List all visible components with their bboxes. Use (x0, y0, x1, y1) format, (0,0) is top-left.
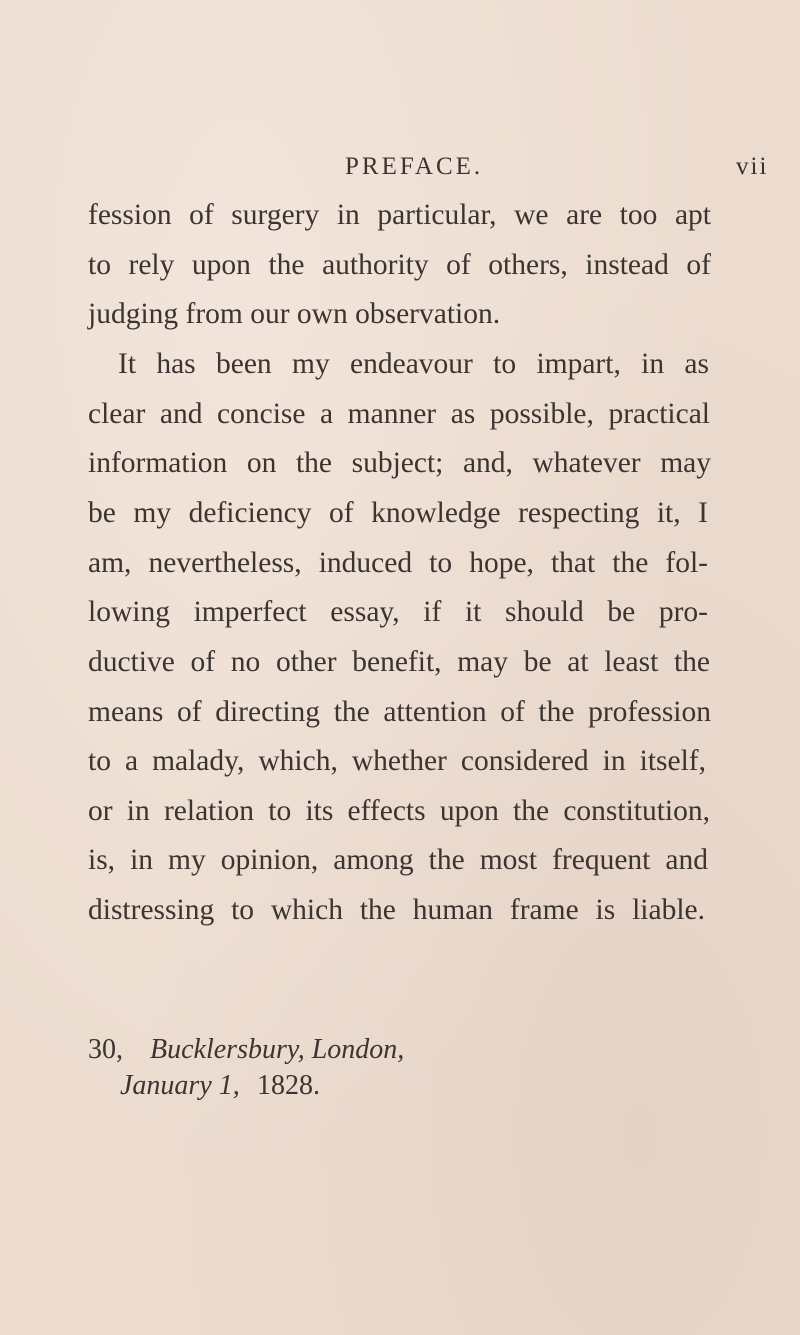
address-number: 30, (88, 1034, 123, 1065)
text-line (0, 890, 800, 930)
text-line-content: to rely upon the authority of others, instead of (88, 249, 711, 281)
text-line (0, 642, 800, 682)
text-line (0, 543, 800, 583)
text-line (0, 394, 800, 434)
text-line (0, 592, 800, 632)
text-line-content: am, nevertheless, induced to hope, that the fol- (88, 547, 708, 579)
text-line-content: clear and concise a manner as possible, practical (88, 398, 710, 430)
signature-date (0, 1066, 800, 1106)
text-line-content: ductive of no other benefit, may be at least the (88, 646, 710, 678)
text-line (0, 344, 800, 384)
page-number: vii (736, 153, 769, 180)
address-street: Bucklersbury, London, (150, 1034, 405, 1065)
text-line-content: means of directing the attention of the profession (88, 696, 711, 728)
text-line-content: judging from our own observation. (88, 298, 501, 330)
text-line (0, 294, 800, 334)
text-line-content: to a malady, which, whether considered in itself, (88, 745, 706, 777)
text-line-content: is, in my opinion, among the most frequent and (88, 844, 708, 876)
text-line-content: be my deficiency of knowledge respecting it, I (88, 497, 708, 529)
text-line (0, 443, 800, 483)
date-year: 1828. (257, 1070, 320, 1101)
text-line (0, 840, 800, 880)
text-line (0, 245, 800, 285)
running-title: PREFACE. (345, 153, 484, 180)
signature-address (0, 1030, 800, 1070)
text-line (0, 741, 800, 781)
text-line-content: lowing imperfect essay, if it should be pro- (88, 596, 708, 628)
text-line (0, 493, 800, 533)
text-line-content: fession of surgery in particular, we are too apt (88, 199, 711, 231)
text-line-content: information on the subject; and, whatever may (88, 447, 711, 479)
text-line-content: distressing to which the human frame is liable. (88, 894, 705, 926)
running-head (0, 153, 800, 187)
text-line-content: or in relation to its effects upon the constitution, (88, 795, 710, 827)
date-month-day: January 1, (120, 1070, 240, 1101)
text-line-content: It has been my endeavour to impart, in as (118, 348, 709, 380)
text-line (0, 195, 800, 235)
text-line (0, 692, 800, 732)
text-line (0, 791, 800, 831)
